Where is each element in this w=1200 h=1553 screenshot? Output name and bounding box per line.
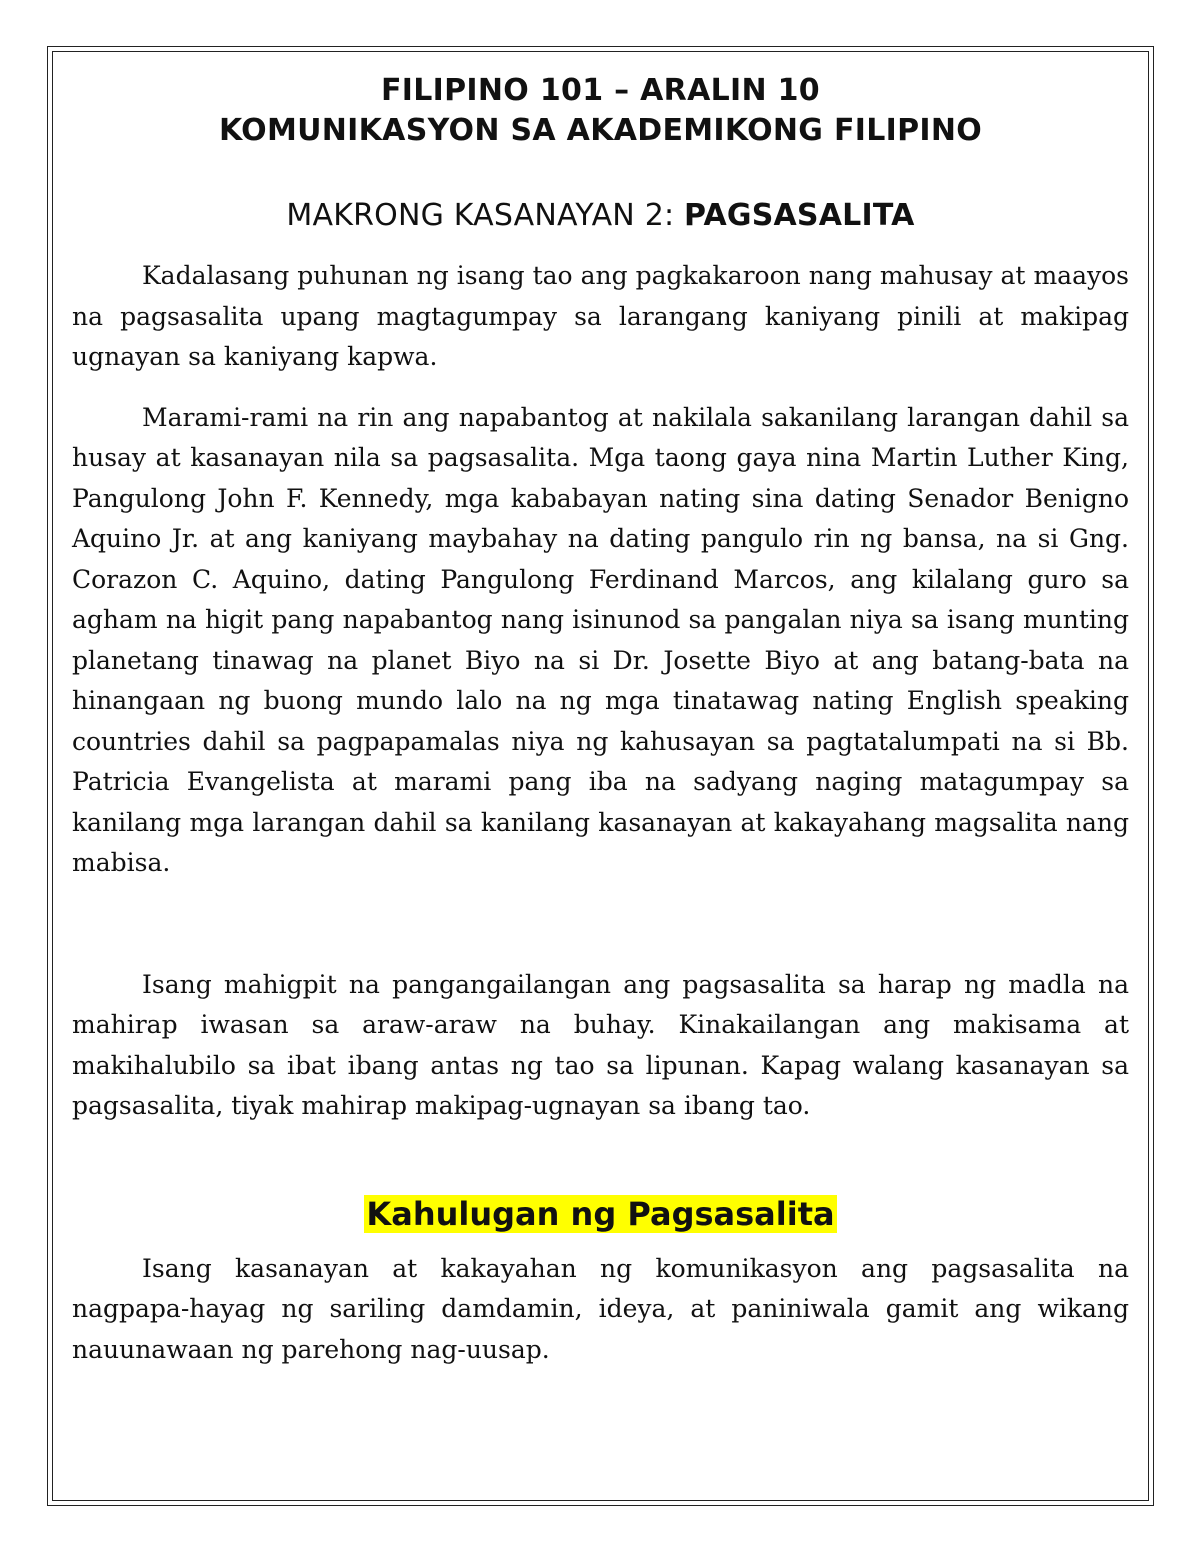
paragraph-1: Kadalasang puhunan ng isang tao ang pagkakaroon nang mahusay at maayos na pagsasalita upang magtagumpay sa larangang kaniyang pinili at makipag ugnayan sa kaniyang kapwa. bbox=[72, 261, 1129, 371]
paragraph-3: Isang mahigpit na pangangailangan ang pagsasalita sa harap ng madla na mahirap iwasan sa araw-araw na buhay. Kinakailangan ang makisama at makihalubilo sa ibat ibang antas ng tao sa lipunan. Kapag walang kasanayan sa pagsasalita, tiyak mahirap makipag-ugnayan sa ibang tao. bbox=[72, 969, 1129, 1120]
document-body bbox=[72, 72, 1129, 1370]
section-heading-prefix: MAKRONG KASANAYAN 2: bbox=[286, 198, 685, 233]
subheading-text: Kahulugan ng Pagsasalita bbox=[366, 1194, 835, 1233]
document-title-line2: KOMUNIKASYON SA AKADEMIKONG FILIPINO bbox=[218, 113, 983, 148]
document-title-line1: FILIPINO 101 – ARALIN 10 bbox=[381, 73, 820, 108]
section-heading-title: PAGSASALITA bbox=[684, 198, 915, 233]
subheading-kahulugan bbox=[72, 1193, 1129, 1235]
paragraph-4: Isang kasanayan at kakayahan ng komunikasyon ang pagsasalita na nagpapa-hayag ng sariling damdamin, ideya, at paniniwala gamit ang wikang nauunawaan ng parehong nag-uusap. bbox=[72, 1253, 1129, 1364]
section-heading bbox=[72, 196, 1129, 236]
paragraph-2: Marami-rami na rin ang napabantog at nakilala sakanilang larangan dahil sa husay at kasanayan nila sa pagsasalita. Mga taong gaya nina Martin Luther King, Pangulong John F. Kennedy, mga kababayan nating sina dating Senador Benigno Aquino Jr. at ang kaniyang maybahay na dating pangulo rin ng bansa, na si Gng. Corazon C. Aquino, dating Pangulong Ferdinand Marcos, ang kilalang guro sa agham na higit pang napabantog nang isinunod sa pangalan niya sa isang munting planetang tinawag na planet Biyo na si Dr. Josette Biyo at ang batang-bata na hinangaan ng buong mundo lalo na ng mga tinatawag nating English speaking countries dahil sa pagpapamalas niya ng kahusayan sa pagtatalumpati na si Bb. Patricia Evangelista at marami pang iba na sadyang naging matagumpay sa kanilang mga larangan dahil sa kanilang kasanayan at kakayahang magsalita nang mabisa. bbox=[72, 402, 1129, 877]
